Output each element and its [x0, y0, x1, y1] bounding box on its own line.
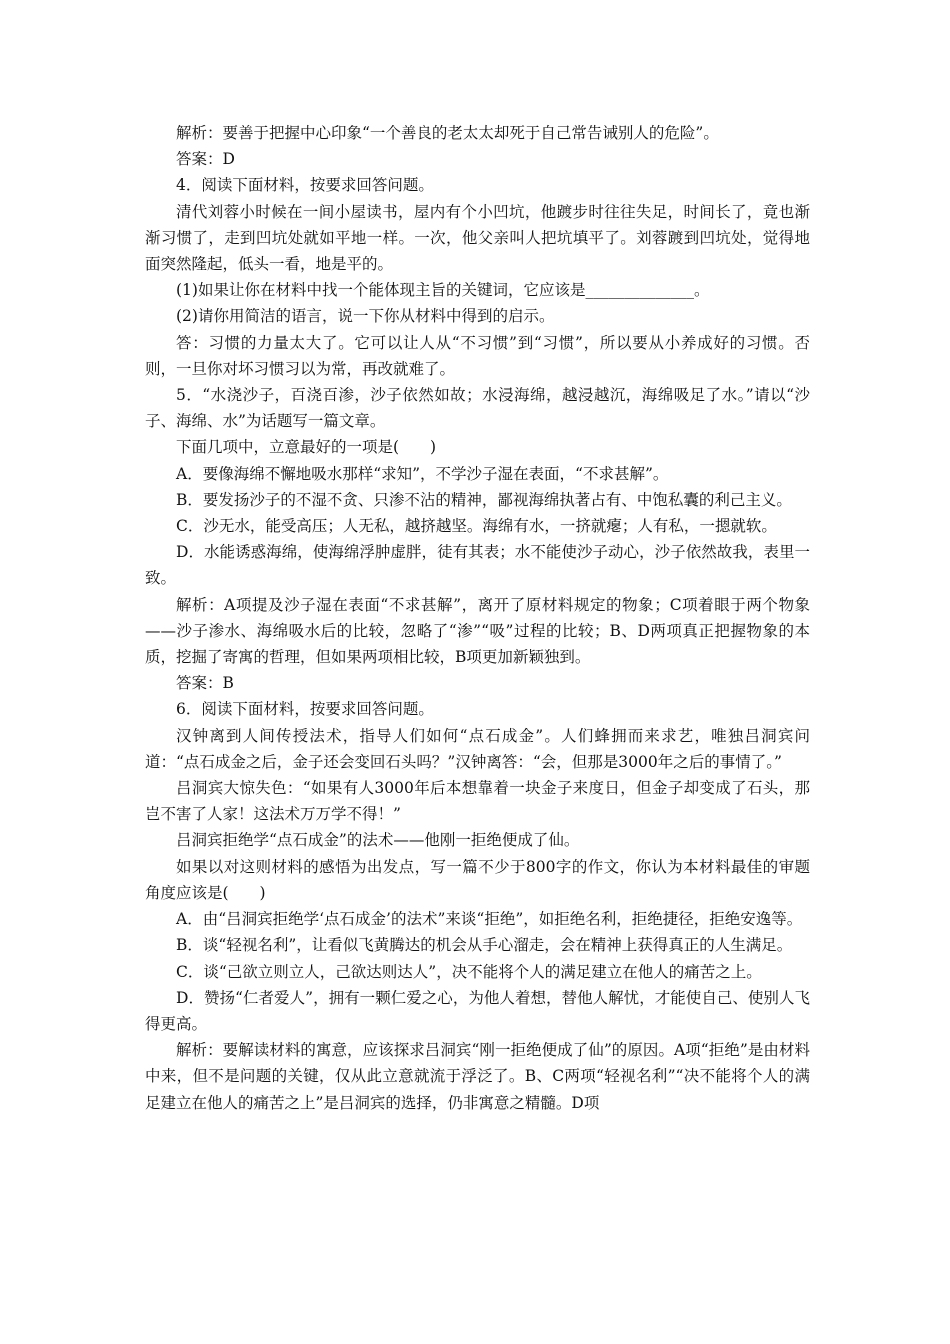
question-5-option-d: D．水能诱惑海绵，使海绵浮肿虚胖，徒有其表；水不能使沙子动心，沙子依然故我，表里一致。 — [145, 543, 810, 588]
question-6-option-c: C．谈“己欲立则立人，己欲达则达人”，决不能将个人的满足建立在他人的痛苦之上。 — [176, 962, 762, 981]
question-5-option-c: C．沙无水，能受高压；人无私，越挤越坚。海绵有水，一挤就瘪；人有私，一摁就软。 — [176, 517, 777, 536]
question-4-material: 清代刘蓉小时候在一间小屋读书，屋内有个小凹坑，他踱步时往往失足，时间长了，竟也渐渐习惯了，走到凹坑处就如平地一样。一次，他父亲叫人把坑填平了。刘蓉踱到凹坑处，觉得地面突然隆起，低头一看，地是平的。 — [145, 202, 810, 274]
question-4-part-1: (1)如果让你在材料中找一个能体现主旨的关键词，它应该是______________。 — [176, 281, 710, 300]
question-5-heading: 5．“水浇沙子，百浇百渗，沙子依然如故；水浸海绵，越浸越沉，海绵吸足了水。”请以“沙子、海绵、水”为话题写一篇文章。 — [145, 386, 810, 431]
question-6-heading: 6．阅读下面材料，按要求回答问题。 — [176, 700, 434, 719]
question-6-option-a: A．由“吕洞宾拒绝学‘点石成金’的法术”来谈“拒绝”，如拒绝名利，拒绝捷径，拒绝安逸等。 — [176, 910, 803, 929]
document-body — [145, 120, 810, 1116]
answer-paragraph: 答案：D — [176, 150, 235, 169]
question-6-material-2: 吕洞宾大惊失色：“如果有人3000年后本想靠着一块金子来度日，但金子却变成了石头，那岂不害了人家！这法术万万学不得！” — [145, 779, 810, 824]
question-5-analysis: 解析：A项提及沙子湿在表面“不求甚解”，离开了原材料规定的物象；C项着眼于两个物象——沙子渗水、海绵吸水后的比较，忽略了“渗”“吸”过程的比较；B、D两项真正把握物象的本质，挖掘了寄寓的哲理，但如果两项相比较，B项更加新颖独到。 — [145, 595, 810, 667]
question-5-option-b: B．要发扬沙子的不湿不贪、只渗不沾的精神，鄙视海绵执著占有、中饱私囊的利己主义。 — [176, 490, 792, 509]
question-4-heading: 4．阅读下面材料，按要求回答问题。 — [176, 176, 434, 195]
question-5-option-a: A．要像海绵不懈地吸水那样“求知”，不学沙子湿在表面，“不求甚解”。 — [176, 464, 669, 483]
question-6-option-b: B．谈“轻视名利”，让看似飞黄腾达的机会从手心溜走，会在精神上获得真正的人生满足。 — [176, 936, 793, 955]
question-6-material-1: 汉钟离到人间传授法术，指导人们如何“点石成金”。人们蜂拥而来求艺，唯独吕洞宾问道：“点石成金之后，金子还会变回石头吗？”汉钟离答：“会，但那是3000年之后的事情了。” — [145, 726, 810, 771]
analysis-paragraph: 解析：要善于把握中心印象“一个善良的老太太却死于自己常告诫别人的危险”。 — [176, 124, 719, 142]
question-6-analysis: 解析：要解读材料的寓意，应该探求吕洞宾“刚一拒绝便成了仙”的原因。A项“拒绝”是由材料中来，但不是问题的关键，仅从此立意就流于浮泛了。B、C两项“轻视名利”“决不能将个人的满足建立在他人的痛苦之上”是吕洞宾的选择，仍非寓意之精髓。D项 — [145, 1041, 810, 1112]
question-5-answer: 答案：B — [176, 674, 234, 693]
question-6-option-d: D．赞扬“仁者爱人”，拥有一颗仁爱之心，为他人着想，替他人解忧，才能使自己、使别人飞得更高。 — [145, 988, 810, 1033]
question-6-material-3: 吕洞宾拒绝学“点石成金”的法术——他刚一拒绝便成了仙。 — [176, 831, 580, 850]
question-4-part-2: (2)请你用简洁的语言，说一下你从材料中得到的启示。 — [176, 307, 555, 326]
question-4-answer: 答：习惯的力量太大了。它可以让人从“不习惯”到“习惯”，所以要从小养成好的习惯。否则，一旦你对坏习惯习以为常，再改就难了。 — [145, 333, 810, 378]
question-6-prompt: 如果以对这则材料的感悟为出发点，写一篇不少于800字的作文，你认为本材料最佳的审题角度应该是( ) — [145, 857, 810, 902]
question-5-prompt: 下面几项中，立意最好的一项是( ) — [176, 438, 437, 457]
